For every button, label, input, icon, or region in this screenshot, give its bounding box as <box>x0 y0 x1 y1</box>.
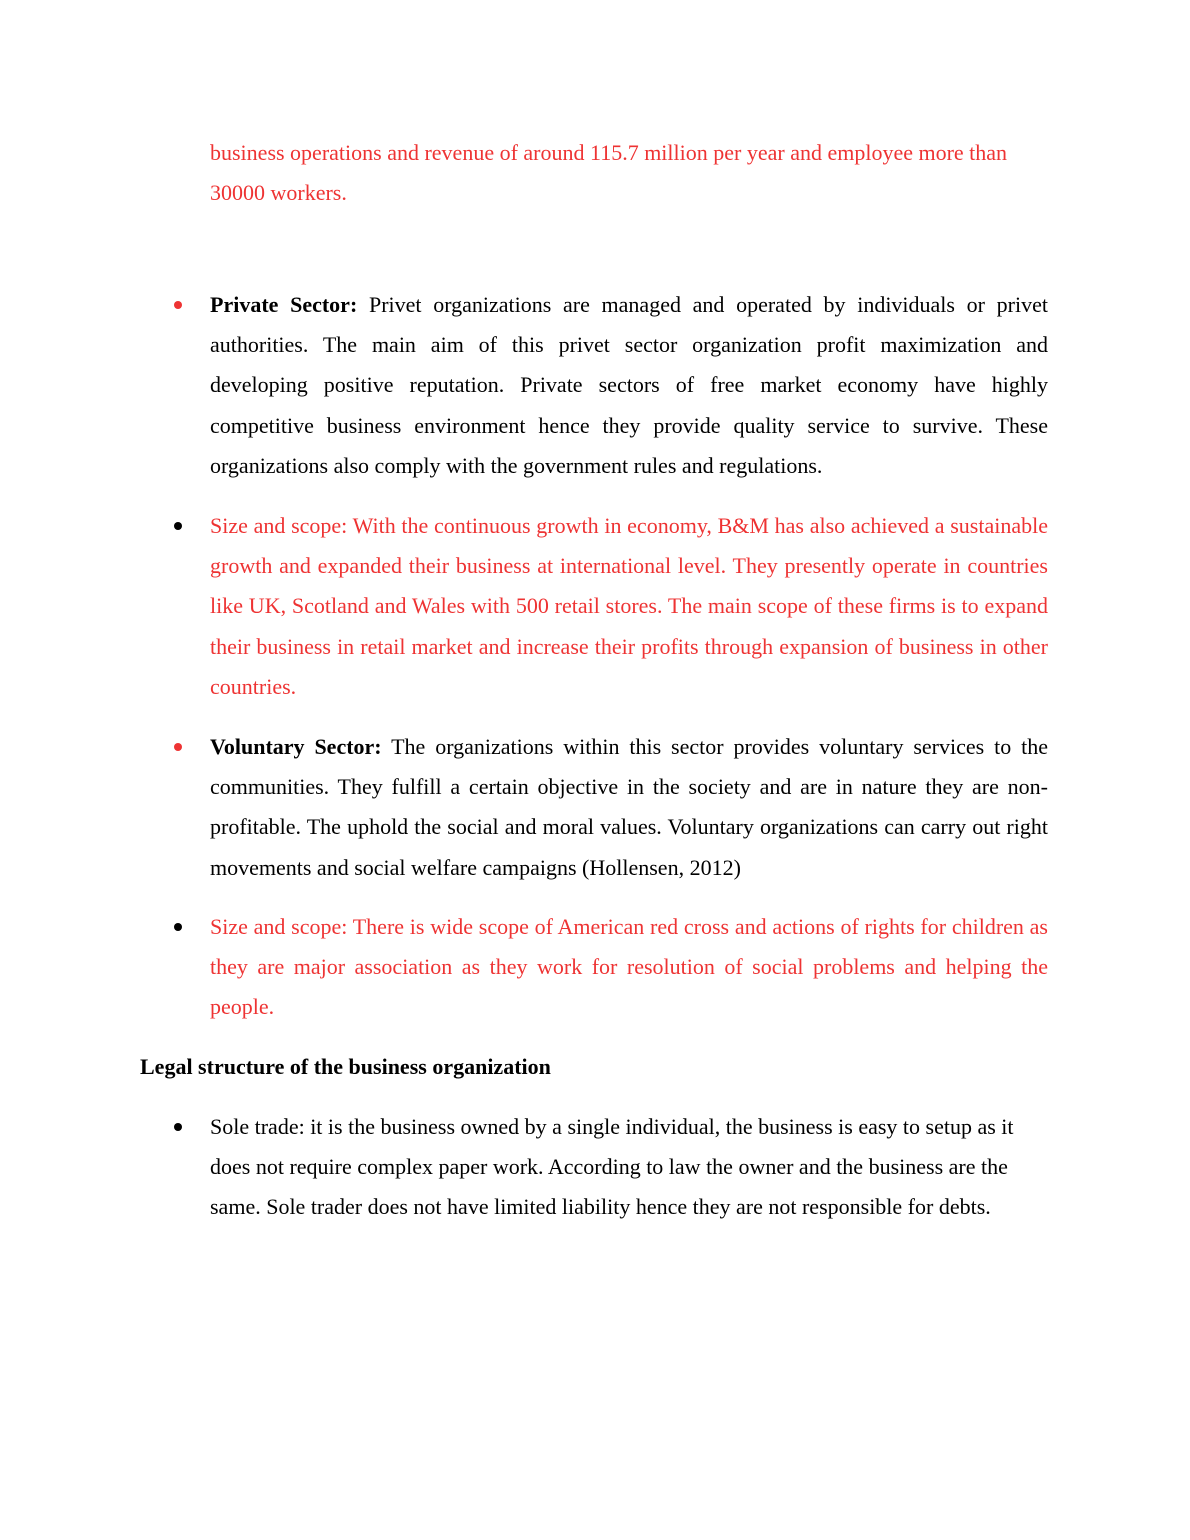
private-sector-body: Privet organizations are managed and operated by individuals or privet authorities. The main aim of this privet sector organization profit maximization and developing positive reputation. Private sectors of free market economy have highly competitive business environment hence they provide quality service to survive. These organizations also comply with the government rules and regulations. <box>210 292 1048 478</box>
voluntary-sector-paragraph <box>210 727 1048 888</box>
bullet-icon <box>172 743 186 757</box>
voluntary-sector-body: The organizations within this sector provides voluntary services to the communities. They fulfill a certain objective in the society and are in nature they are non-profitable. The uphold the social and moral values. Voluntary organizations can carry out right movements and social welfare campaigns (Hollensen, 2012) <box>210 734 1048 880</box>
voluntary-size-scope-paragraph: Size and scope: There is wide scope of American red cross and actions of rights for children as they are major association as they work for resolution of social problems and helping the people. <box>210 914 1048 1020</box>
voluntary-sector-title: Voluntary Sector: <box>210 734 382 759</box>
private-sector-title: Private Sector: <box>210 292 358 317</box>
private-sector-paragraph <box>210 285 1048 486</box>
bullet-icon <box>172 923 186 937</box>
bullet-icon <box>172 1123 186 1137</box>
private-size-scope-paragraph: Size and scope: With the continuous growth in economy, B&M has also achieved a sustainable growth and expanded their business at international level. They presently operate in countries like UK, Scotland and Wales with 500 retail stores. The main scope of these firms is to expand their business in retail market and increase their profits through expansion of business in other countries. <box>210 513 1048 699</box>
bullet-icon <box>172 301 186 315</box>
intro-continuation-paragraph: business operations and revenue of around 115.7 million per year and employee more than 30000 workers. <box>210 140 1008 206</box>
sole-trade-paragraph: Sole trade: it is the business owned by a single individual, the business is easy to setup as it does not require complex paper work. According to law the owner and the business are the same. Sole trader does not have limited liability hence they are not responsible for debts. <box>210 1114 1014 1220</box>
legal-structure-heading: Legal structure of the business organization <box>140 1054 551 1079</box>
bullet-icon <box>172 522 186 536</box>
